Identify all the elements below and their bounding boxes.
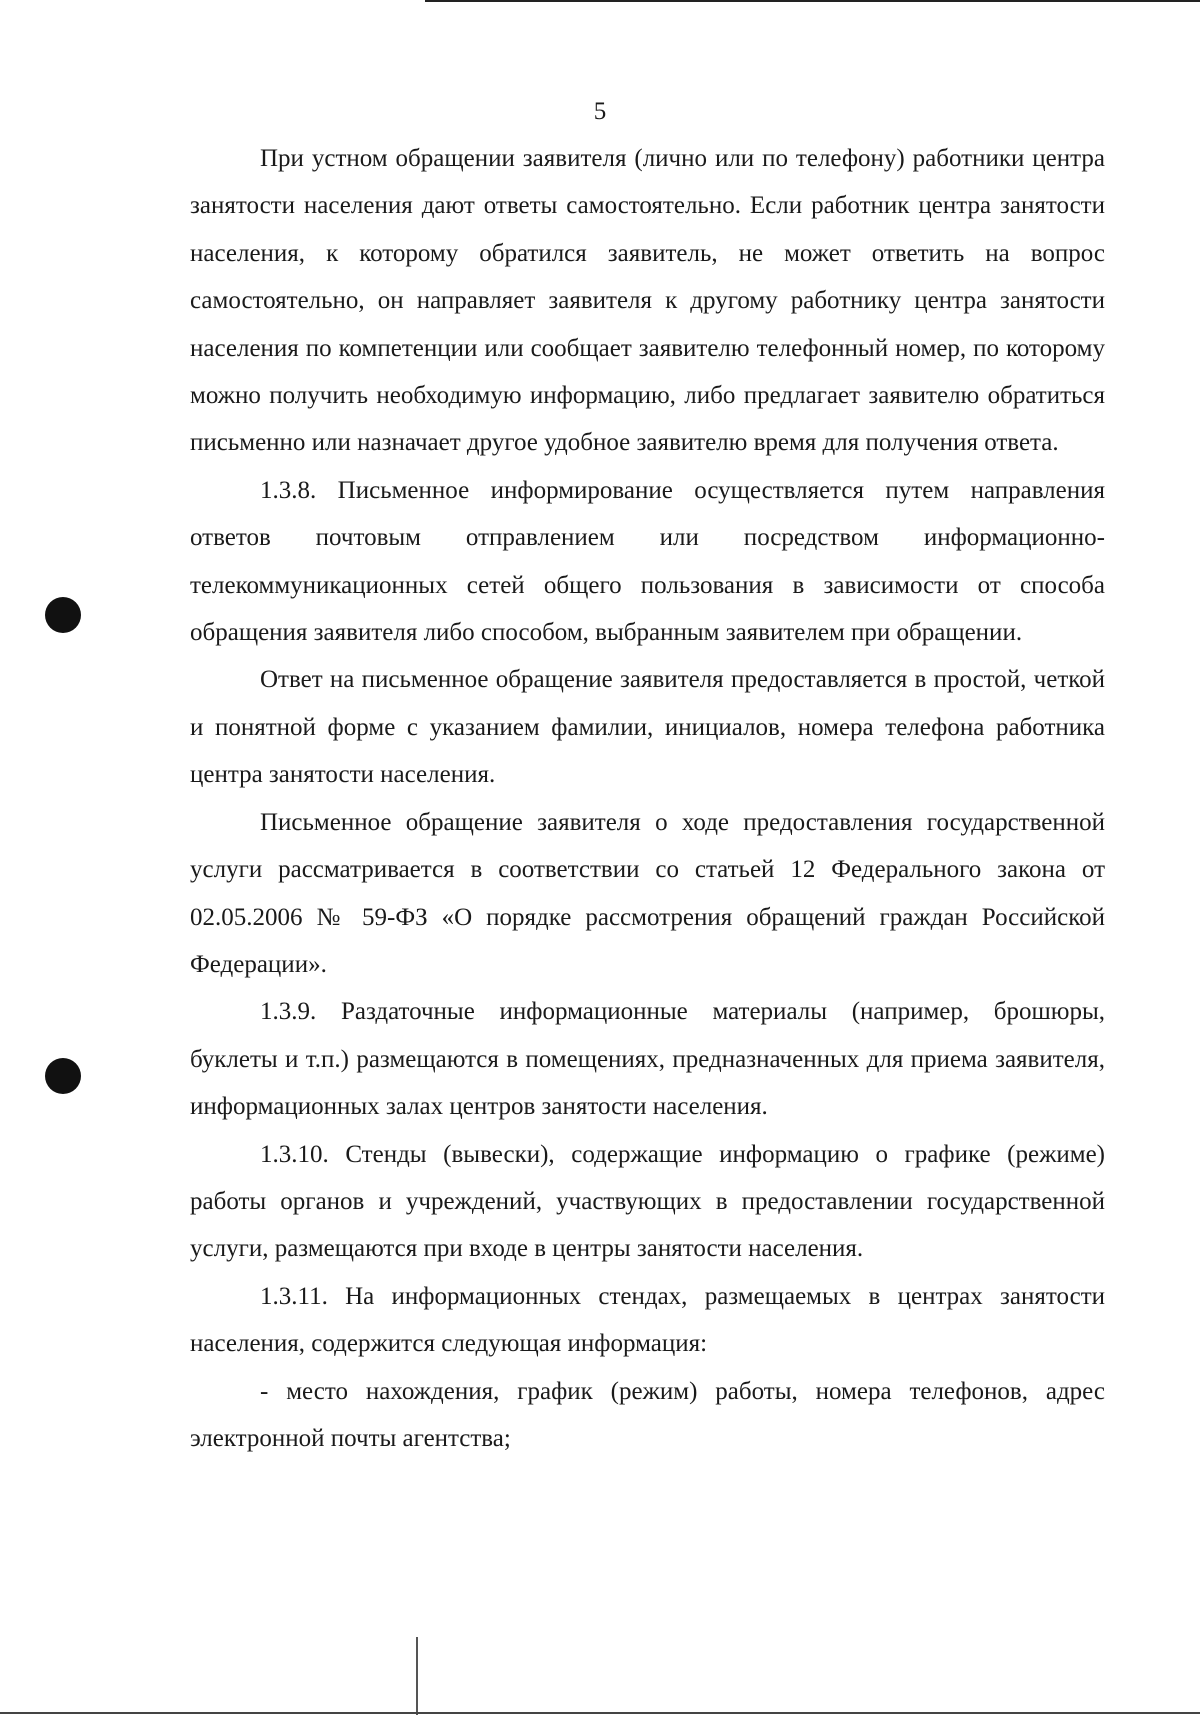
paragraph-written-response: Ответ на письменное обращение заявителя предоставляется в простой, четкой и понятной форме с указанием фамилии, инициалов, номера телефона работника центра занятости населения. <box>190 666 1105 789</box>
paragraph-1-3-11: 1.3.11. На информационных стендах, размещаемых в центрах занятости населения, содержится следующая информация: <box>190 1282 1105 1358</box>
paragraph-oral-inquiry: При устном обращении заявителя (лично или по телефону) работники центра занятости населения дают ответы самостоятельно. Если работник центра занятости населения, к которому обратился заявитель, не может ответить на вопрос самостоятельно, он направляет заявителя к другому работнику центра занятости населения по компетенции или сообщает заявителю телефонный номер, по которому можно получить необходимую информацию, либо предлагает заявителю обратиться письменно или назначает другое удобное заявителю время для получения ответа. <box>190 145 1105 457</box>
punch-hole-bottom <box>45 1058 81 1094</box>
bottom-scan-edge <box>0 1712 1200 1714</box>
list-item-location: - место нахождения, график (режим) работы, номера телефонов, адрес электронной почты агентства; <box>190 1377 1105 1452</box>
scan-mark <box>416 1637 418 1715</box>
top-scan-edge <box>425 0 1200 2</box>
paragraph-1-3-9: 1.3.9. Раздаточные информационные материалы (например, брошюры, буклеты и т.п.) размещаются в помещениях, предназначенных для приема заявителя, информационных залах центров занятости населения. <box>190 998 1105 1121</box>
punch-hole-top <box>45 597 81 633</box>
paragraph-1-3-8: 1.3.8. Письменное информирование осуществляется путем направления ответов почтовым отправлением или посредством информационно-телекоммуникационных сетей общего пользования в зависимости от способа обращения заявителя либо способом, выбранным заявителем при обращении. <box>190 476 1105 647</box>
page-number: 5 <box>593 98 607 125</box>
paragraph-1-3-10: 1.3.10. Стенды (вывески), содержащие информацию о графике (режиме) работы органов и учреждений, участвующих в предоставлении государственной услуги, размещаются при входе в центры занятости населения. <box>190 1140 1105 1263</box>
paragraph-written-appeal: Письменное обращение заявителя о ходе предоставления государственной услуги рассматривается в соответствии со статьей 12 Федерального закона от 02.05.2006 № 59-ФЗ «О порядке рассмотрения обращений граждан Российской Федерации». <box>190 808 1105 978</box>
document-body <box>190 135 1105 1462</box>
